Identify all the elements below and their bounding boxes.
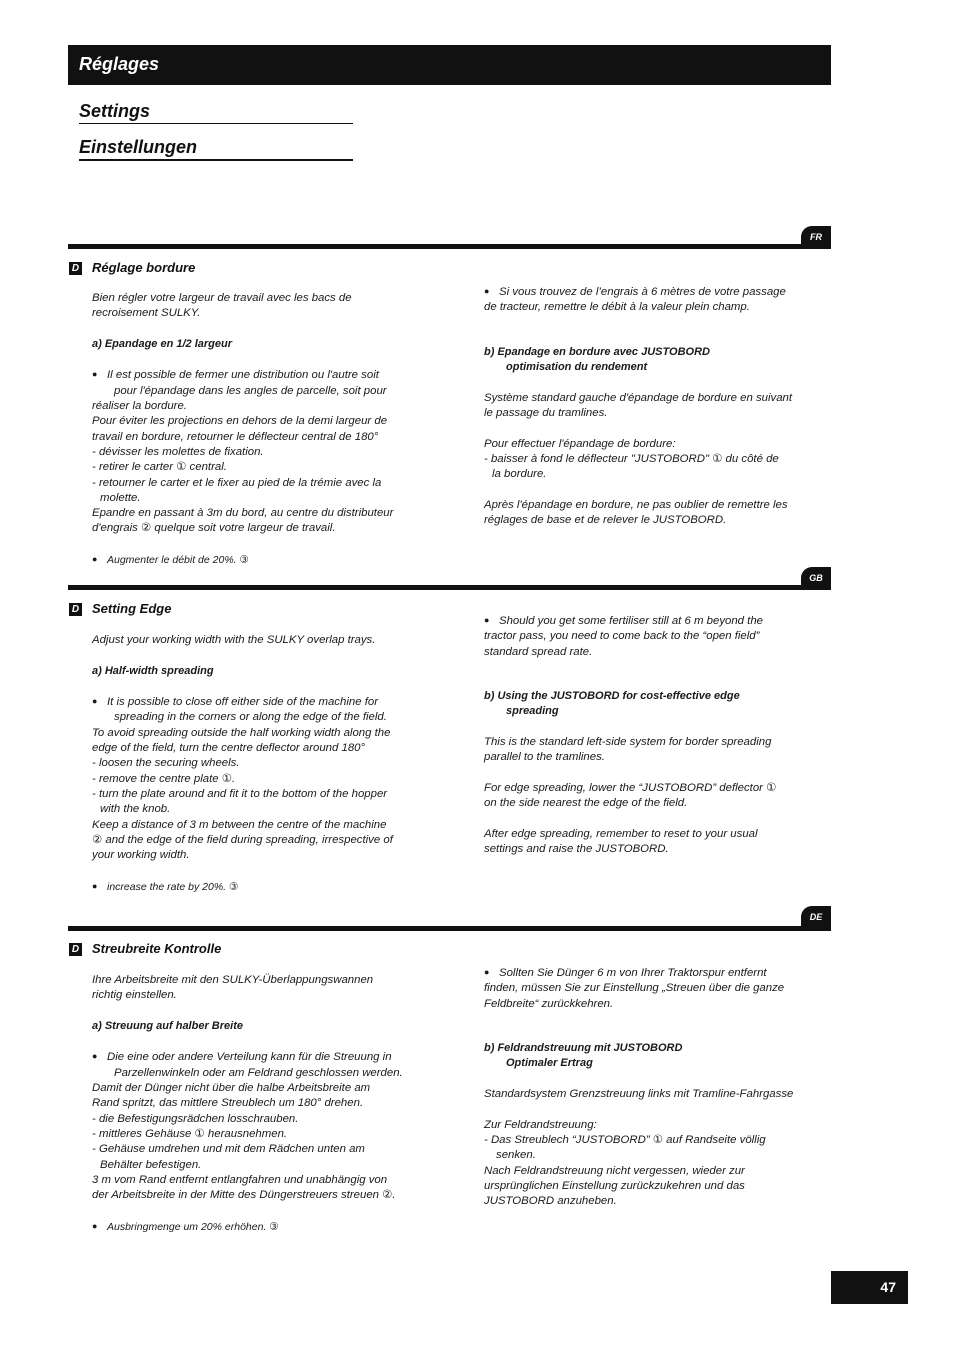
text-line: pour l'épandage dans les angles de parcelle, soit pour xyxy=(114,384,387,397)
text-line: - turn the plate around and fit it to the bottom of the hopper xyxy=(92,787,388,800)
subsection-b-title: Optimaler Ertrag xyxy=(506,1057,593,1070)
subsection-b-title: b) Using the JUSTOBORD for cost-effective edge xyxy=(484,690,740,703)
text-line: - Das Streublech “JUSTOBORD” ① auf Randseite völlig xyxy=(484,1133,766,1146)
bullet-icon: ● xyxy=(92,1220,98,1231)
text-line: - dévisser les molettes de fixation. xyxy=(92,445,264,458)
subsection-a-title: a) Epandage en 1/2 largeur xyxy=(92,337,232,350)
text-line: ② and the edge of the field during spreading, irrespective of xyxy=(92,833,393,846)
text-line: - mittleres Gehäuse ① herausnehmen. xyxy=(92,1127,288,1140)
subsection-a-title: a) Streuung auf halber Breite xyxy=(92,1019,243,1032)
d-marker: D xyxy=(69,943,82,956)
text-line: your working width. xyxy=(92,849,190,862)
bullet-icon: ● xyxy=(484,286,490,296)
text-line: Nach Feldrandstreuung nicht vergessen, wieder zur xyxy=(484,1164,745,1177)
bullet-item: ● Ausbringmenge um 20% erhöhen. ③ xyxy=(92,1220,279,1233)
text-line: réaliser la bordure. xyxy=(92,400,187,413)
text-line: standard spread rate. xyxy=(484,645,593,658)
bullet-item: ● Die eine oder andere Verteilung kann für die Streuung in xyxy=(92,1051,392,1064)
subsection-b-title: optimisation du rendement xyxy=(506,361,648,374)
text-line: der Arbeitsbreite in der Mitte des Düngerstreuers streuen ②. xyxy=(92,1189,396,1202)
text-line: la bordure. xyxy=(492,468,547,481)
subsection-a-title: a) Half-width spreading xyxy=(92,664,214,677)
left-column xyxy=(92,973,422,1235)
text-line: After edge spreading, remember to reset to your usual xyxy=(484,827,758,840)
text-line: tractor pass, you need to come back to the “open field” xyxy=(484,630,760,643)
d-marker: D xyxy=(69,603,82,616)
text-line: For edge spreading, lower the “JUSTOBORD” deflector ① xyxy=(484,781,777,794)
text-line: Feldbreite“ zurückkehren. xyxy=(484,997,614,1010)
bullet-icon: ● xyxy=(92,369,98,380)
subsection-b-title: spreading xyxy=(506,705,559,718)
intro-text: richtig einstellen. xyxy=(92,989,177,1002)
bullet-item: ● Should you get some fertiliser still at 6 m beyond the xyxy=(484,615,764,627)
text-line: réglages de base et de relever le JUSTOBORD. xyxy=(484,514,727,527)
page-number: 47 xyxy=(831,1271,908,1304)
text-line: Système standard gauche d'épandage de bordure en suivant xyxy=(484,391,793,404)
text-line: Rand spritzt, das mittlere Streublech um 180° drehen. xyxy=(92,1097,364,1110)
left-column xyxy=(92,633,422,895)
lang-tab-gb: GB xyxy=(801,567,831,589)
text-line: Zur Feldrandstreuung: xyxy=(484,1118,597,1131)
section-heading: Setting Edge xyxy=(92,601,172,616)
text-line: parallel to the tramlines. xyxy=(484,751,605,764)
right-column xyxy=(484,613,814,857)
page-title: Réglages xyxy=(79,54,160,74)
intro-text: Bien régler votre largeur de travail avec les bacs de recroisement SULKY. xyxy=(92,292,352,320)
text-line: This is the standard left-side system for border spreading xyxy=(484,736,772,749)
text-line: - loosen the securing wheels. xyxy=(92,757,240,770)
text-line: finden, müssen Sie zur Einstellung „Streuen über die ganze xyxy=(484,982,785,995)
text-line: travail en bordure, retourner le déflecteur central de 180° xyxy=(92,430,379,443)
subsection-b-title: b) Feldrandstreuung mit JUSTOBORD xyxy=(484,1042,683,1055)
text-line: on the side nearest the edge of the field. xyxy=(484,797,688,810)
bullet-icon: ● xyxy=(92,1051,98,1062)
text-line: To avoid spreading outside the half working width along the xyxy=(92,726,391,739)
text-line: - retourner le carter et le fixer au pied de la trémie avec la xyxy=(92,476,382,489)
bullet-item: ● Il est possible de fermer une distribution ou l'autre soit xyxy=(92,369,379,382)
text-line: JUSTOBORD anzuheben. xyxy=(484,1195,617,1208)
right-column xyxy=(484,965,814,1209)
bullet-item: ● It is possible to close off either side of the machine for xyxy=(92,696,378,709)
text-line: Behälter befestigen. xyxy=(100,1158,202,1171)
text-line: Pour effectuer l'épandage de bordure: xyxy=(484,437,676,450)
text-line: le passage du tramlines. xyxy=(484,407,608,420)
title-bar xyxy=(68,45,831,85)
lang-tab-de: DE xyxy=(801,906,831,928)
intro-text: Ihre Arbeitsbreite mit den SULKY-Überlappungswannen xyxy=(92,974,374,986)
text-line: Pour éviter les projections en dehors de la demi largeur de xyxy=(92,415,388,428)
bullet-icon: ● xyxy=(92,696,98,707)
intro-text: Adjust your working width with the SULKY overlap trays. xyxy=(92,634,376,646)
bullet-icon: ● xyxy=(484,615,490,625)
bullet-item: ● Sollten Sie Dünger 6 m von Ihrer Traktorspur entfernt xyxy=(484,967,767,979)
text-line: edge of the field, turn the centre deflector around 180° xyxy=(92,742,366,755)
text-line: with the knob. xyxy=(100,803,171,816)
section-rule xyxy=(68,244,831,249)
subsection-b-title: b) Epandage en bordure avec JUSTOBORD xyxy=(484,345,710,358)
text-line: - Gehäuse umdrehen und mit dem Rädchen unten am xyxy=(92,1143,365,1156)
right-column xyxy=(484,284,814,528)
text-line: Après l'épandage en bordure, ne pas oublier de remettre les xyxy=(484,498,788,511)
section-heading: Réglage bordure xyxy=(92,260,196,275)
bullet-icon: ● xyxy=(484,967,490,977)
subtitle-einstellungen: Einstellungen xyxy=(79,137,353,161)
text-line: - retirer le carter ① central. xyxy=(92,461,227,474)
section-rule xyxy=(68,926,831,931)
text-line: settings and raise the JUSTOBORD. xyxy=(484,843,669,856)
text-line: d'engrais ② quelque soit votre largeur de travail. xyxy=(92,522,336,535)
text-line: molette. xyxy=(100,491,141,504)
text-line: Damit der Dünger nicht über die halbe Arbeitsbreite am xyxy=(92,1082,371,1095)
text-line: Standardsystem Grenzstreuung links mit Tramline-Fahrgasse xyxy=(484,1088,794,1101)
lang-tab-fr: FR xyxy=(801,226,831,248)
text-line: 3 m vom Rand entfernt entlangfahren und unabhängig von xyxy=(92,1173,388,1186)
text-line: Epandre en passant à 3m du bord, au centre du distributeur xyxy=(92,507,394,520)
text-line: - baisser à fond le déflecteur "JUSTOBORD" ① du côté de xyxy=(484,452,779,465)
text-line: Keep a distance of 3 m between the centre of the machine xyxy=(92,818,387,831)
text-line: Parzellenwinkeln oder am Feldrand geschlossen werden. xyxy=(114,1066,403,1079)
text-line: - remove the centre plate ①. xyxy=(92,772,236,785)
section-rule xyxy=(68,585,831,590)
bullet-icon: ● xyxy=(92,554,98,565)
text-line: - die Befestigungsrädchen losschrauben. xyxy=(92,1112,299,1125)
section-heading: Streubreite Kontrolle xyxy=(92,941,222,956)
bullet-item: ● Si vous trouvez de l’engrais à 6 mètres de votre passage xyxy=(484,286,786,298)
left-column xyxy=(92,291,422,568)
text-line: spreading in the corners or along the edge of the field. xyxy=(114,711,387,724)
d-marker: D xyxy=(69,262,82,275)
text-line: de tracteur, remettre le débit à la valeur plein champ. xyxy=(484,301,750,314)
text-line: ursprünglichen Einstellung zurückzukehren und das xyxy=(484,1179,745,1192)
bullet-item: ● Augmenter le débit de 20%. ③ xyxy=(92,554,249,567)
subtitle-settings: Settings xyxy=(79,101,353,124)
text-line: senken. xyxy=(496,1149,536,1162)
bullet-icon: ● xyxy=(92,880,98,891)
bullet-item: ● increase the rate by 20%. ③ xyxy=(92,880,239,893)
